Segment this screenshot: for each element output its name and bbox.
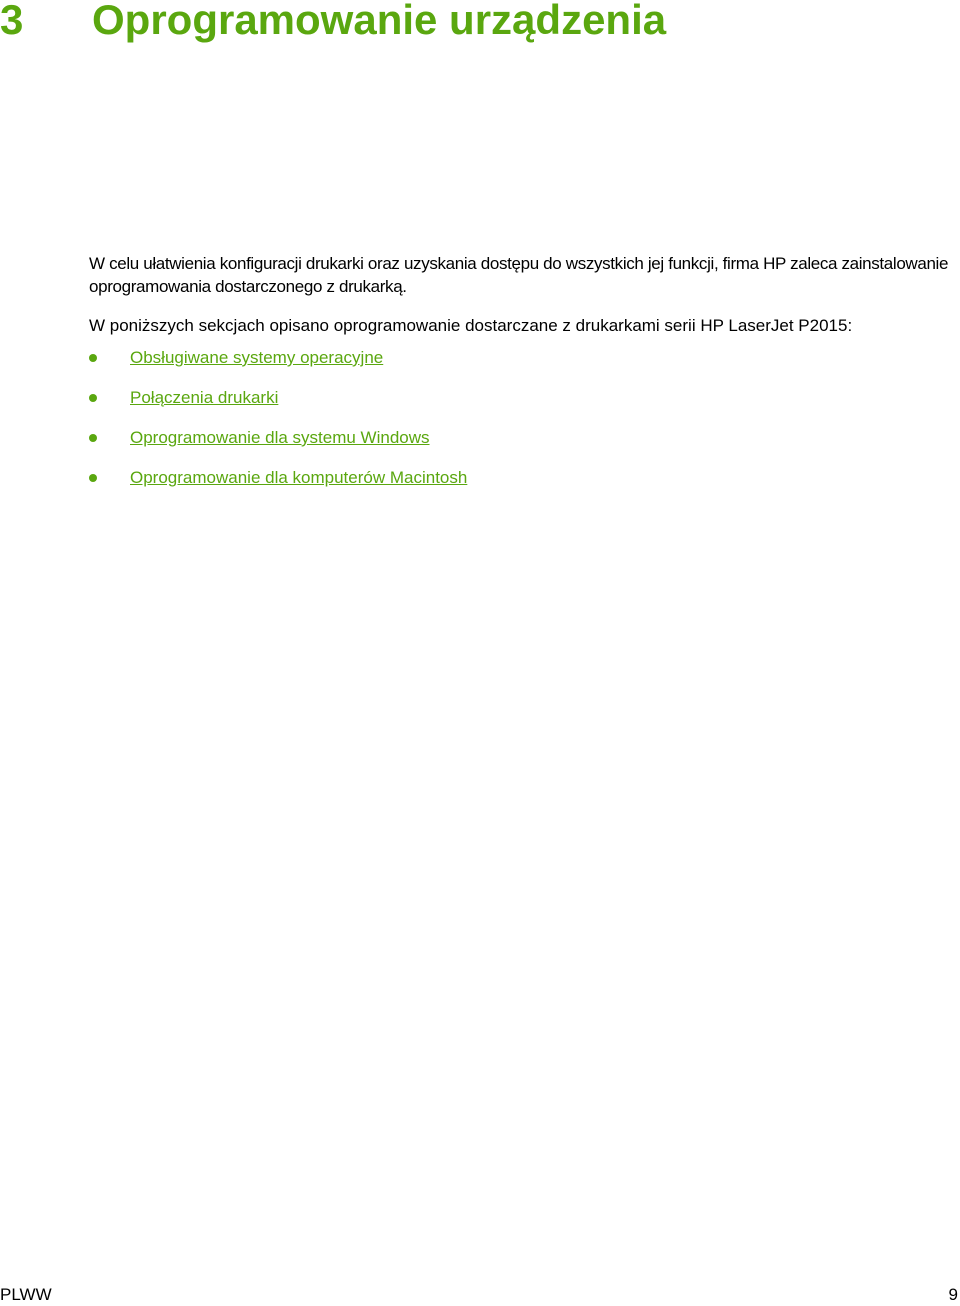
- link-windows-software[interactable]: Oprogramowanie dla systemu Windows: [130, 428, 430, 447]
- page-content: [89, 252, 949, 506]
- bullet-icon: [89, 394, 97, 402]
- footer-label: PLWW: [0, 1285, 52, 1304]
- bullet-icon: [89, 354, 97, 362]
- sections-paragraph: W poniższych sekcjach opisano oprogramowanie dostarczane z drukarkami serii HP LaserJet P2015:: [89, 316, 853, 335]
- list-item: [89, 386, 949, 426]
- bullet-icon: [89, 474, 97, 482]
- link-macintosh-software[interactable]: Oprogramowanie dla komputerów Macintosh: [130, 468, 468, 487]
- page-number: 9: [948, 1285, 958, 1304]
- chapter-heading: [0, 0, 666, 46]
- chapter-title: Oprogramowanie urządzenia: [92, 0, 667, 43]
- bullet-icon: [89, 434, 97, 442]
- link-printer-connections[interactable]: Połączenia drukarki: [130, 388, 279, 407]
- list-item: [89, 426, 949, 466]
- section-link-list: [89, 346, 949, 506]
- list-item: [89, 466, 949, 506]
- chapter-number: 3: [0, 0, 24, 43]
- intro-paragraph: W celu ułatwienia konfiguracji drukarki oraz uzyskania dostępu do wszystkich jej funkcji, firma HP zaleca zainstalowanie oprogramowania dostarczonego z drukarką.: [89, 254, 949, 296]
- list-item: [89, 346, 949, 386]
- link-supported-operating-systems[interactable]: Obsługiwane systemy operacyjne: [130, 348, 384, 367]
